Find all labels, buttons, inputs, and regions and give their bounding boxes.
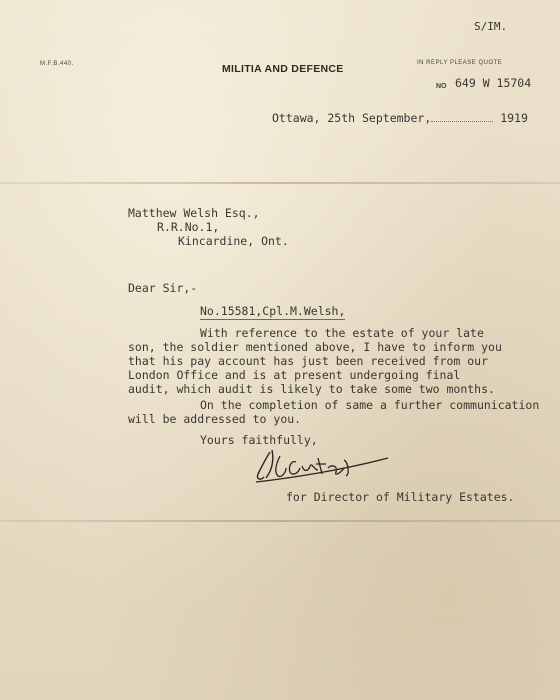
place-date bbox=[272, 111, 528, 125]
subject-text: No.15581,Cpl.M.Welsh, bbox=[200, 304, 346, 318]
body-p1-line-4: London Office and is at present undergoing final bbox=[128, 368, 461, 382]
signature-title: for Director of Military Estates. bbox=[286, 490, 515, 504]
form-number: M.F.B.440. bbox=[40, 61, 74, 67]
body-p1-line-1: With reference to the estate of your late bbox=[200, 326, 484, 340]
address-line-3: Kincardine, Ont. bbox=[178, 234, 289, 248]
body-p2-line-1: On the completion of same a further communication bbox=[200, 398, 540, 412]
address-line-2: R.R.No.1, bbox=[157, 220, 220, 234]
handwritten-signature bbox=[252, 444, 392, 493]
address-line-1: Matthew Welsh Esq., bbox=[128, 206, 260, 220]
place-date-text: Ottawa, 25th September, bbox=[272, 111, 432, 125]
body-p2-line-2: will be addressed to you. bbox=[128, 412, 302, 426]
date-year: 1919 bbox=[500, 111, 528, 125]
closing: Yours faithfully, bbox=[200, 433, 318, 447]
number-label: NO bbox=[436, 83, 447, 90]
body-p1-line-3: that his pay account has just been received from our bbox=[128, 354, 489, 368]
paper-fold bbox=[0, 182, 560, 184]
body-p1-line-2: son, the soldier mentioned above, I have to inform you bbox=[128, 340, 502, 354]
file-reference: S/IM. bbox=[474, 20, 508, 33]
paper-fold bbox=[0, 520, 560, 522]
salutation: Dear Sir,- bbox=[128, 281, 198, 295]
body-p1-line-5: audit, which audit is likely to take some two months. bbox=[128, 382, 495, 396]
reply-quote-label: IN REPLY PLEASE QUOTE bbox=[417, 60, 503, 66]
subject-line bbox=[200, 304, 345, 318]
department-heading: MILITIA AND DEFENCE bbox=[222, 63, 344, 75]
reference-number: 649 W 15704 bbox=[455, 76, 532, 90]
date-dotted-line bbox=[431, 121, 493, 122]
